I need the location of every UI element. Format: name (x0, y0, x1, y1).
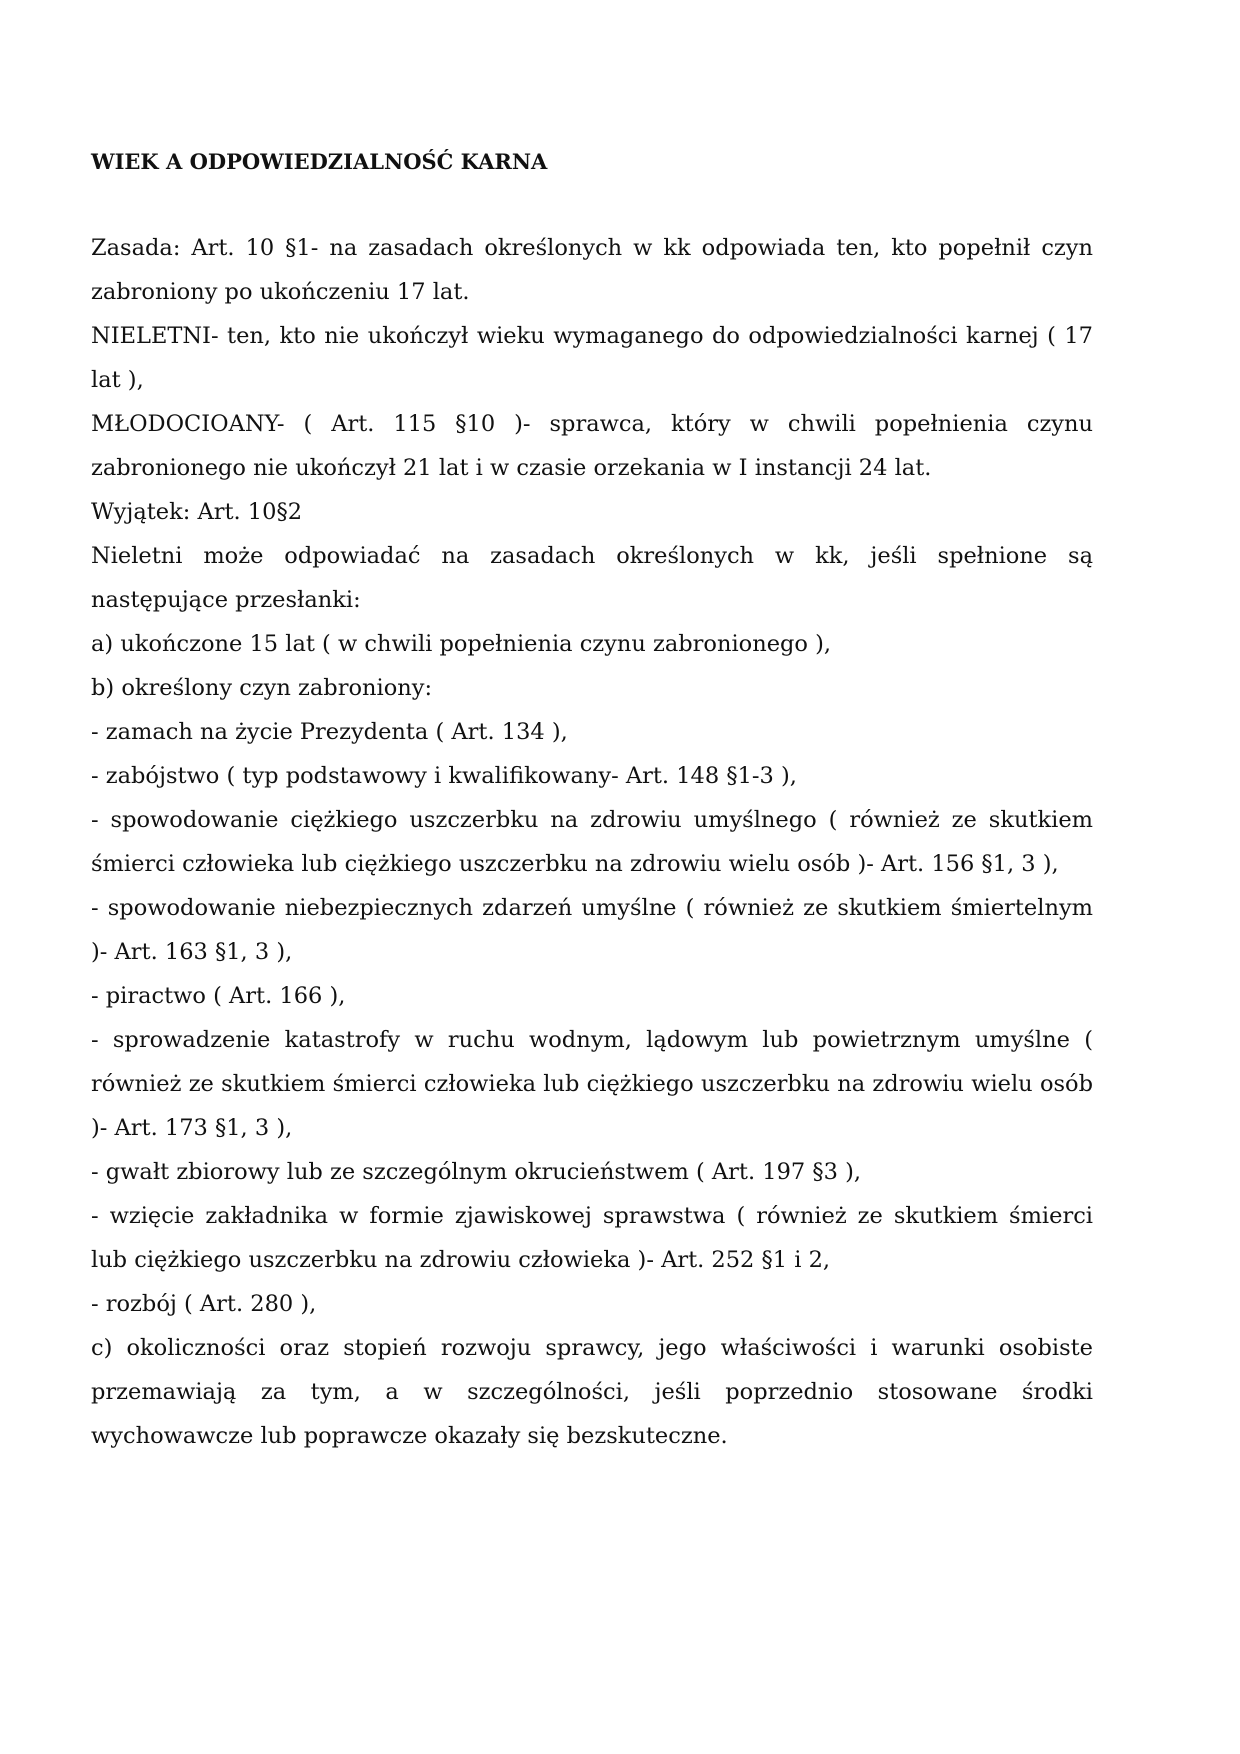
document-title: WIEK A ODPOWIEDZIALNOŚĆ KARNA (91, 149, 548, 174)
list-item-robbery: - rozbój ( Art. 280 ), (91, 1291, 317, 1317)
list-item-president-attack: - zamach na życie Prezydenta ( Art. 134 ), (91, 719, 568, 745)
document-body (91, 144, 1093, 1458)
paragraph-rule: Zasada: Art. 10 §1- na zasadach określonych w kk odpowiada ten, kto popełnił czyn zabroniony po ukończeniu 17 lat. (91, 235, 1093, 305)
list-item-a: a) ukończone 15 lat ( w chwili popełnienia czynu zabronionego ), (91, 631, 832, 657)
list-item-serious-injury: - spowodowanie ciężkiego uszczerbku na zdrowiu umyślnego ( również ze skutkiem śmierci człowieka lub ciężkiego uszczerbku na zdrowiu wielu osób )- Art. 156 §1, 3 ), (91, 807, 1093, 877)
list-item-hostage: - wzięcie zakładnika w formie zjawiskowej sprawstwa ( również ze skutkiem śmierci lub ciężkiego uszczerbku na zdrowiu człowieka )- Art. 252 §1 i 2, (91, 1203, 1093, 1273)
list-item-homicide: - zabójstwo ( typ podstawowy i kwalifikowany- Art. 148 §1-3 ), (91, 763, 797, 789)
list-item-piracy: - piractwo ( Art. 166 ), (91, 983, 346, 1009)
list-item-dangerous-events: - spowodowanie niebezpiecznych zdarzeń umyślne ( również ze skutkiem śmiertelnym )- Art. 163 §1, 3 ), (91, 895, 1093, 965)
paragraph-young-offender-definition: MŁODOCIOANY- ( Art. 115 §10 )- sprawca, który w chwili popełnienia czynu zabronionego nie ukończył 21 lat i w czasie orzekania w I instancji 24 lat. (91, 411, 1093, 481)
paragraph-juvenile-definition: NIELETNI- ten, kto nie ukończył wieku wymaganego do odpowiedzialności karnej ( 17 lat ), (91, 323, 1093, 393)
list-item-catastrophe: - sprowadzenie katastrofy w ruchu wodnym, lądowym lub powietrznym umyślne ( również ze skutkiem śmierci człowieka lub ciężkiego uszczerbku na zdrowiu wielu osób )- Art. 173 §1, 3 ), (91, 1027, 1093, 1141)
paragraph-conditions-intro: Nieletni może odpowiadać na zasadach określonych w kk, jeśli spełnione są następujące przesłanki: (91, 543, 1093, 613)
paragraph-exception: Wyjątek: Art. 10§2 (91, 499, 303, 525)
list-item-c: c) okoliczności oraz stopień rozwoju sprawcy, jego właściwości i warunki osobiste przemawiają za tym, a w szczególności, jeśli poprzednio stosowane środki wychowawcze lub poprawcze okazały się bezskuteczne. (91, 1335, 1093, 1449)
list-item-rape: - gwałt zbiorowy lub ze szczególnym okrucieństwem ( Art. 197 §3 ), (91, 1159, 862, 1185)
list-item-b: b) określony czyn zabroniony: (91, 675, 433, 701)
